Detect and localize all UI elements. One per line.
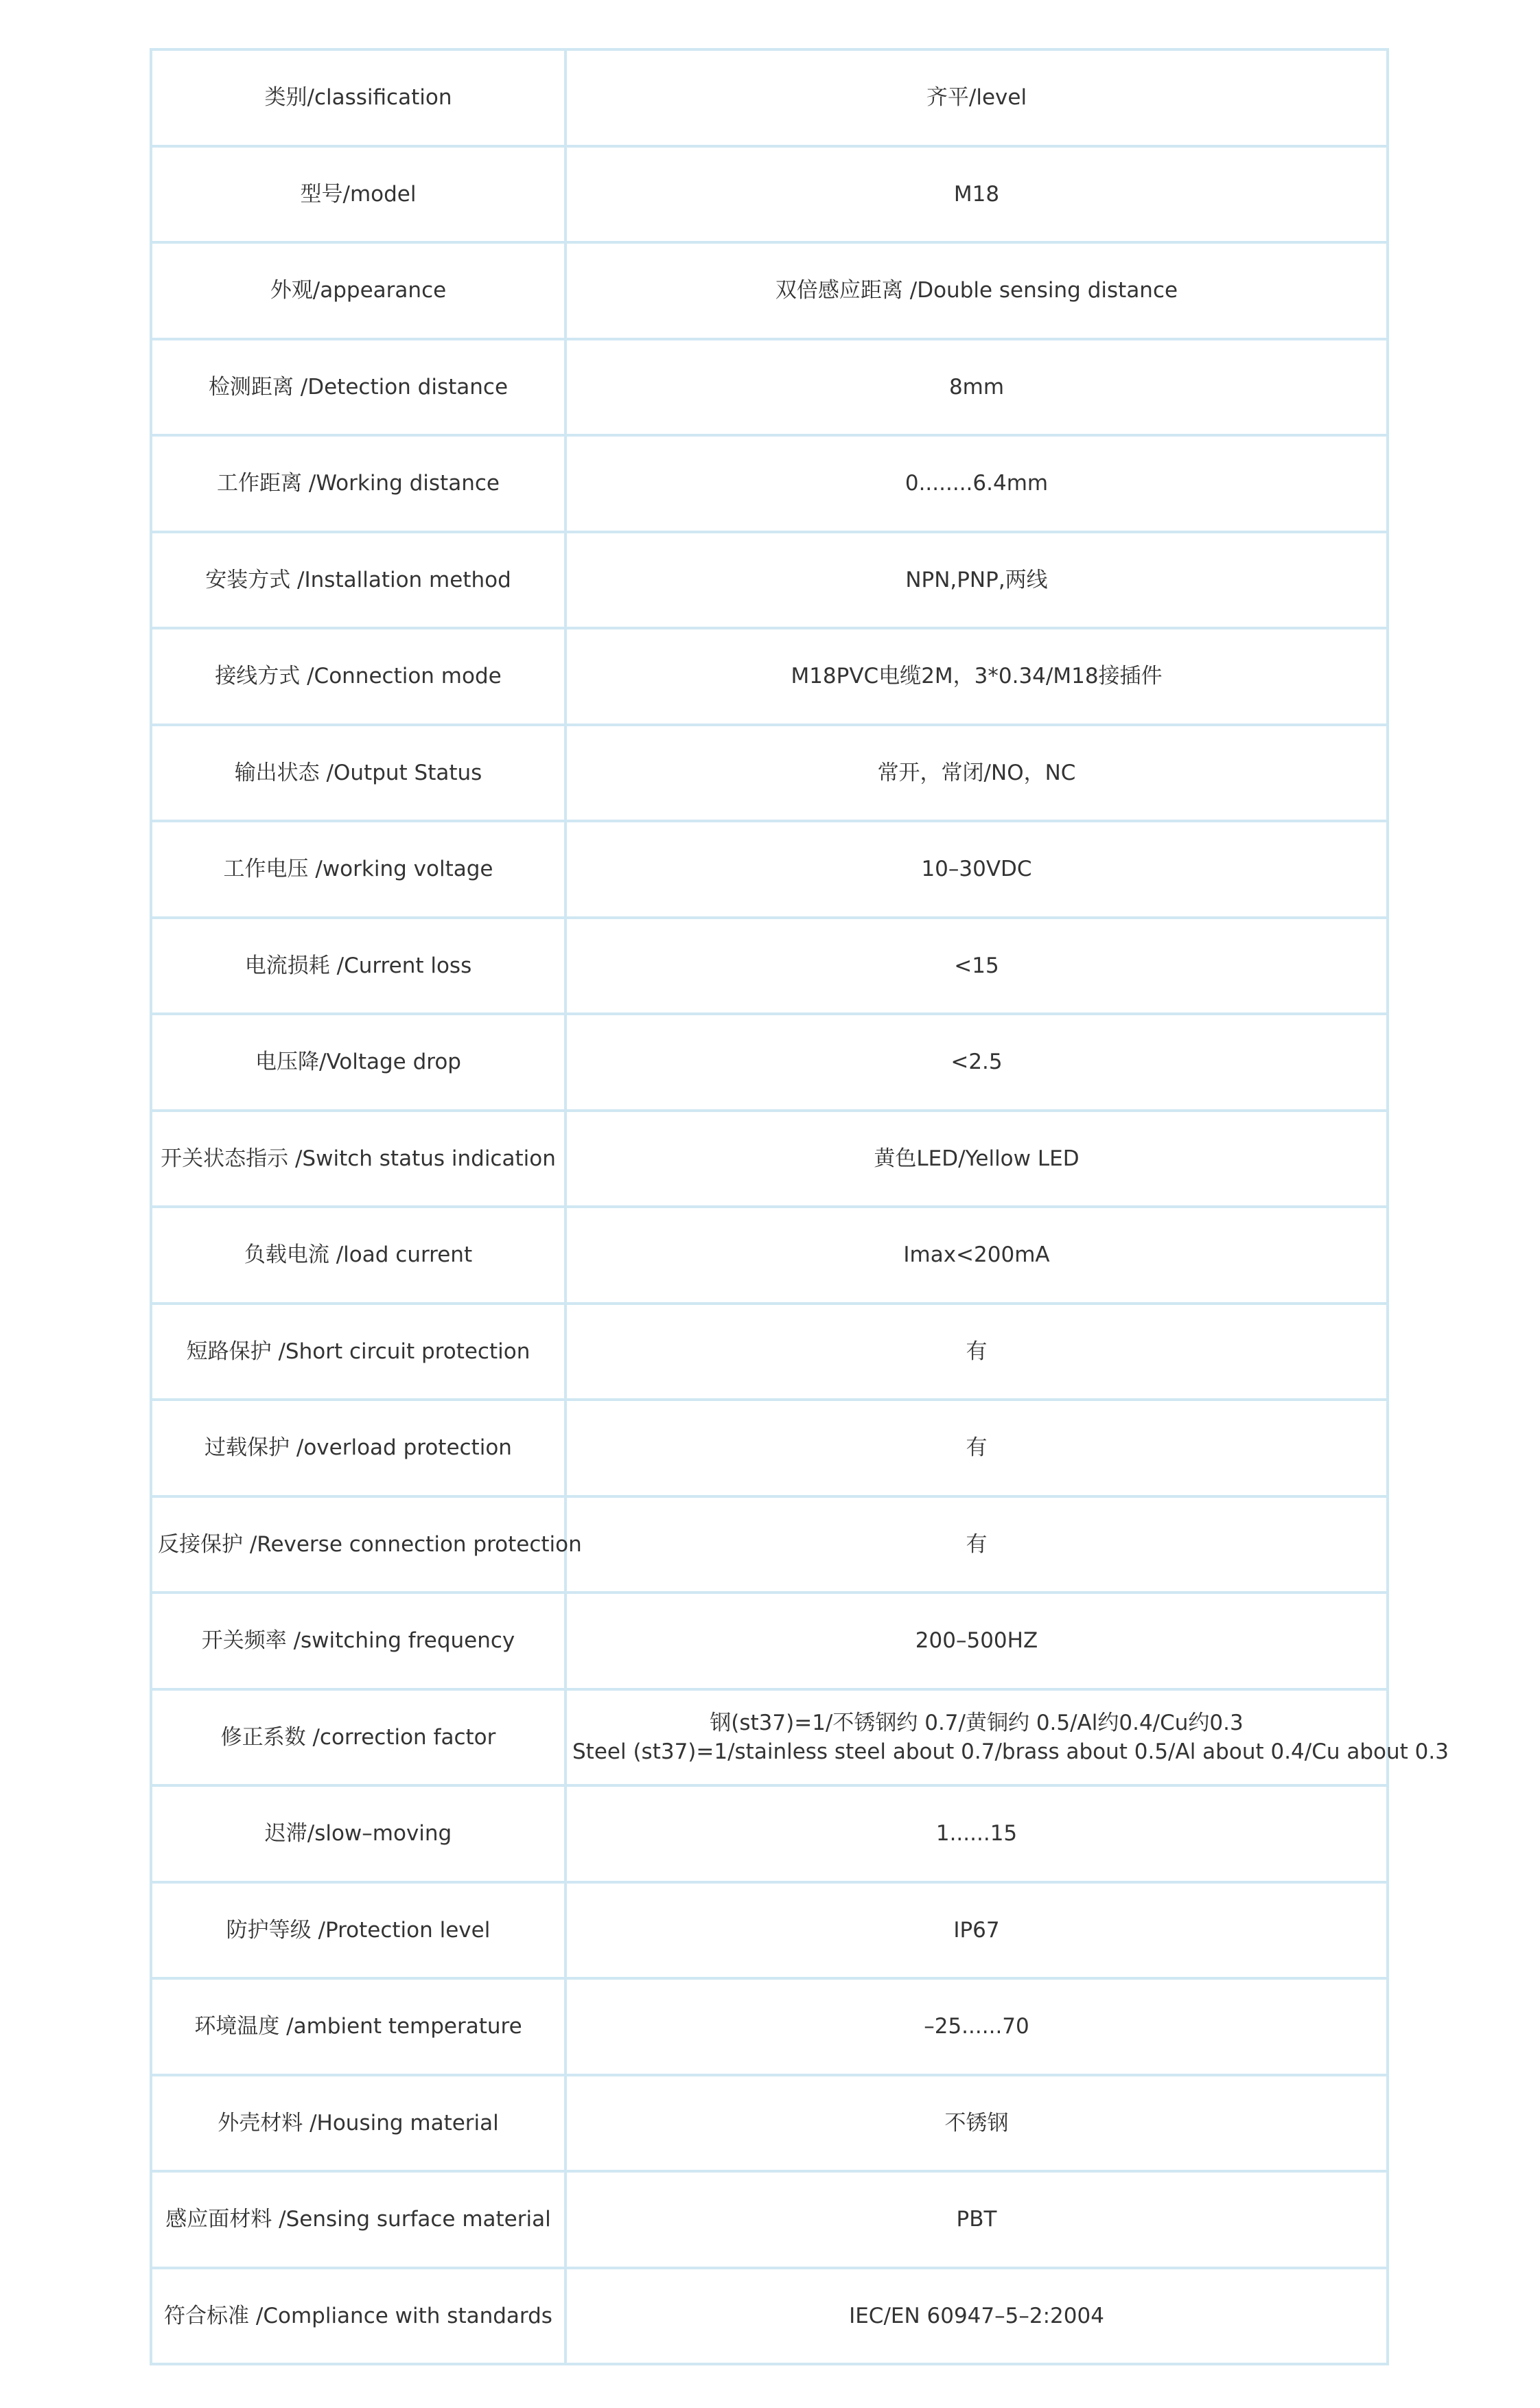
table-row (151, 242, 1388, 339)
spec-label: 防护等级 /Protection level (151, 1882, 565, 1979)
spec-value (565, 628, 1388, 725)
spec-label: 符合标准 /Compliance with standards (151, 2268, 565, 2365)
spec-value-line: Steel (st37)=1/stainless steel about 0.7/brass about 0.5/Al about 0.4/Cu about 0.3 (572, 1739, 1449, 1764)
spec-value-line: 双倍感应距离 /Double sensing distance (775, 278, 1178, 303)
spec-label: 负载电流 /load current (151, 1207, 565, 1304)
spec-value (565, 1785, 1388, 1882)
spec-value-line: 黄色LED/Yellow LED (874, 1146, 1080, 1171)
spec-label: 外观/appearance (151, 242, 565, 339)
spec-label: 开关频率 /switching frequency (151, 1593, 565, 1689)
spec-value (565, 146, 1388, 243)
spec-label: 开关状态指示 /Switch status indication (151, 1111, 565, 1207)
spec-value-line: M18 (953, 181, 1000, 207)
spec-value (565, 532, 1388, 629)
spec-label: 型号/model (151, 146, 565, 243)
table-row (151, 918, 1388, 1015)
spec-value (565, 1304, 1388, 1400)
spec-value-line: 有 (966, 1435, 988, 1461)
spec-label: 安装方式 /Installation method (151, 532, 565, 629)
spec-value (565, 2075, 1388, 2172)
spec-value-line: 有 (966, 1339, 988, 1364)
spec-value-line: IP67 (953, 1917, 1000, 1943)
table-row (151, 1400, 1388, 1496)
table-row (151, 821, 1388, 918)
spec-value (565, 1593, 1388, 1689)
spec-value (565, 918, 1388, 1015)
spec-value-line: PBT (956, 2207, 997, 2232)
table-row (151, 1014, 1388, 1111)
spec-value (565, 1400, 1388, 1496)
spec-value-line: 0........6.4mm (905, 471, 1049, 496)
spec-label: 修正系数 /correction factor (151, 1689, 565, 1786)
spec-value-line: –25......70 (924, 2014, 1029, 2039)
spec-label: 迟滞/slow–moving (151, 1785, 565, 1882)
spec-value-line: 有 (966, 1531, 988, 1557)
spec-label: 环境温度 /ambient temperature (151, 1978, 565, 2075)
spec-value (565, 821, 1388, 918)
spec-value-line: IEC/EN 60947–5–2:2004 (849, 2303, 1104, 2328)
table-row (151, 1689, 1388, 1786)
spec-value-line: Imax<200mA (903, 1242, 1050, 1268)
table-row (151, 1304, 1388, 1400)
table-row (151, 532, 1388, 629)
table-row (151, 725, 1388, 822)
spec-value-line: 钢(st37)=1/不锈钢约 0.7/黄铜约 0.5/Al约0.4/Cu约0.3 (710, 1710, 1244, 1735)
spec-value-line: 常开，常闭/NO，NC (877, 760, 1076, 785)
table-row (151, 2171, 1388, 2268)
spec-value (565, 725, 1388, 822)
spec-value (565, 1689, 1449, 1786)
spec-value (565, 2268, 1388, 2365)
spec-table (150, 48, 1449, 2365)
spec-value-line: M18PVC电缆2M，3*0.34/M18接插件 (791, 664, 1163, 689)
spec-value (565, 1882, 1388, 1979)
spec-value (565, 339, 1388, 436)
table-row (151, 1111, 1388, 1207)
table-row (151, 1978, 1388, 2075)
spec-value (565, 1496, 1388, 1593)
spec-value-line: 200–500HZ (915, 1628, 1038, 1654)
spec-value-line: 1......15 (935, 1821, 1018, 1846)
spec-label: 类别/classification (151, 49, 565, 146)
spec-label: 外壳材料 /Housing material (151, 2075, 565, 2172)
table-row (151, 1207, 1388, 1304)
spec-value-line: NPN,PNP,两线 (905, 567, 1048, 592)
table-row (151, 2268, 1388, 2365)
table-row (151, 1785, 1388, 1882)
spec-value (565, 49, 1388, 146)
spec-label: 检测距离 /Detection distance (151, 339, 565, 436)
spec-label: 感应面材料 /Sensing surface material (151, 2171, 565, 2268)
table-row (151, 49, 1388, 146)
spec-label: 电压降/Voltage drop (151, 1014, 565, 1111)
spec-value-line: 齐平/level (926, 85, 1027, 111)
spec-label: 工作电压 /working voltage (151, 821, 565, 918)
spec-table-body (151, 49, 1449, 2364)
spec-label: 接线方式 /Connection mode (151, 628, 565, 725)
table-row (151, 339, 1388, 436)
table-row (151, 1496, 1388, 1593)
spec-label: 过载保护 /overload protection (151, 1400, 565, 1496)
table-row (151, 146, 1388, 243)
spec-value-line: <15 (954, 953, 999, 978)
spec-value (565, 1111, 1388, 1207)
spec-value (565, 1978, 1388, 2075)
spec-label: 输出状态 /Output Status (151, 725, 565, 822)
table-row (151, 1593, 1388, 1689)
spec-value-line: <2.5 (950, 1050, 1003, 1075)
spec-value (565, 2171, 1388, 2268)
spec-value (565, 242, 1388, 339)
spec-label: 短路保护 /Short circuit protection (151, 1304, 565, 1400)
table-row (151, 628, 1388, 725)
spec-label: 反接保护 /Reverse connection protection (151, 1496, 565, 1593)
table-row (151, 2075, 1388, 2172)
spec-label: 电流损耗 /Current loss (151, 918, 565, 1015)
spec-value (565, 1207, 1388, 1304)
spec-value (565, 435, 1388, 532)
table-row (151, 1882, 1388, 1979)
spec-label: 工作距离 /Working distance (151, 435, 565, 532)
spec-value (565, 1014, 1388, 1111)
spec-value-line: 8mm (948, 374, 1005, 400)
spec-value-line: 不锈钢 (944, 2110, 1009, 2135)
table-row (151, 435, 1388, 532)
spec-value-line: 10–30VDC (921, 857, 1032, 882)
